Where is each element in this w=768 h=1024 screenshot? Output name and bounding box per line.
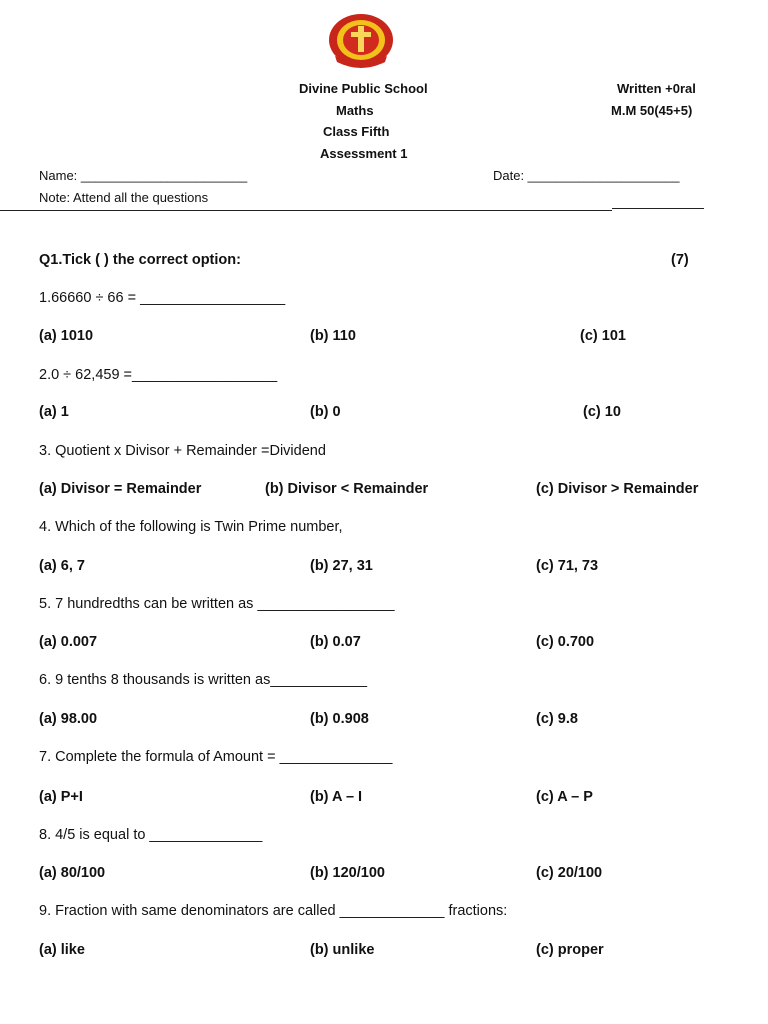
class-name: Class Fifth [323,124,390,139]
option-b: (b) 0.07 [310,634,361,650]
option-b: (b) 120/100 [310,865,385,881]
note: Note: Attend all the questions [39,190,209,205]
option-b: (b) 0 [310,404,341,420]
assessment-title: Assessment 1 [320,146,408,161]
question-text: 6. 9 tenths 8 thousands is written as____________ [39,672,368,688]
section-marks: (7) [671,252,689,268]
option-b: (b) A – I [310,789,363,805]
max-marks: M.M 50(45+5) [611,103,693,118]
question-text: 1.66660 ÷ 66 = __________________ [39,290,286,306]
option-a: (a) 0.007 [39,634,98,650]
option-a: (a) 98.00 [39,711,98,727]
option-c: (c) Divisor > Remainder [536,481,699,497]
option-a: (a) 1010 [39,328,94,344]
option-a: (a) 80/100 [39,865,106,881]
option-c: (c) 10 [583,404,621,420]
name-field: Name: _______________________ [39,168,248,183]
subject: Maths [336,103,374,118]
school-logo [327,12,395,70]
question-text: 9. Fraction with same denominators are called _____________ fractions: [39,903,508,919]
option-c: (c) 9.8 [536,711,578,727]
question-text: 4. Which of the following is Twin Prime number, [39,519,343,535]
option-a: (a) 6, 7 [39,558,85,574]
exam-mode: Written +0ral [617,81,696,96]
question-text: 7. Complete the formula of Amount = ______________ [39,749,393,765]
option-c: (c) 101 [580,328,626,344]
option-b: (b) 0.908 [310,711,369,727]
header-divider [0,210,612,211]
question-text: 8. 4/5 is equal to ______________ [39,827,263,843]
question-text: 3. Quotient x Divisor + Remainder =Dividend [39,443,326,459]
school-name: Divine Public School [299,81,428,96]
option-a: (a) P+I [39,789,83,805]
option-c: (c) 71, 73 [536,558,599,574]
option-b: (b) 110 [310,328,356,344]
section-title: Q1.Tick ( ) the correct option: [39,252,241,268]
option-b: (b) Divisor < Remainder [265,481,429,497]
option-a: (a) 1 [39,404,69,420]
option-a: (a) like [39,942,85,958]
option-b: (b) unlike [310,942,375,958]
option-c: (c) 20/100 [536,865,603,881]
question-text: 2.0 ÷ 62,459 =__________________ [39,367,278,383]
date-field: Date: _____________________ [493,168,680,183]
option-c: (c) 0.700 [536,634,595,650]
option-b: (b) 27, 31 [310,558,373,574]
header-divider-right [612,208,704,209]
option-a: (a) Divisor = Remainder [39,481,202,497]
option-c: (c) proper [536,942,604,958]
question-text: 5. 7 hundredths can be written as _________________ [39,596,395,612]
option-c: (c) A – P [536,789,593,805]
